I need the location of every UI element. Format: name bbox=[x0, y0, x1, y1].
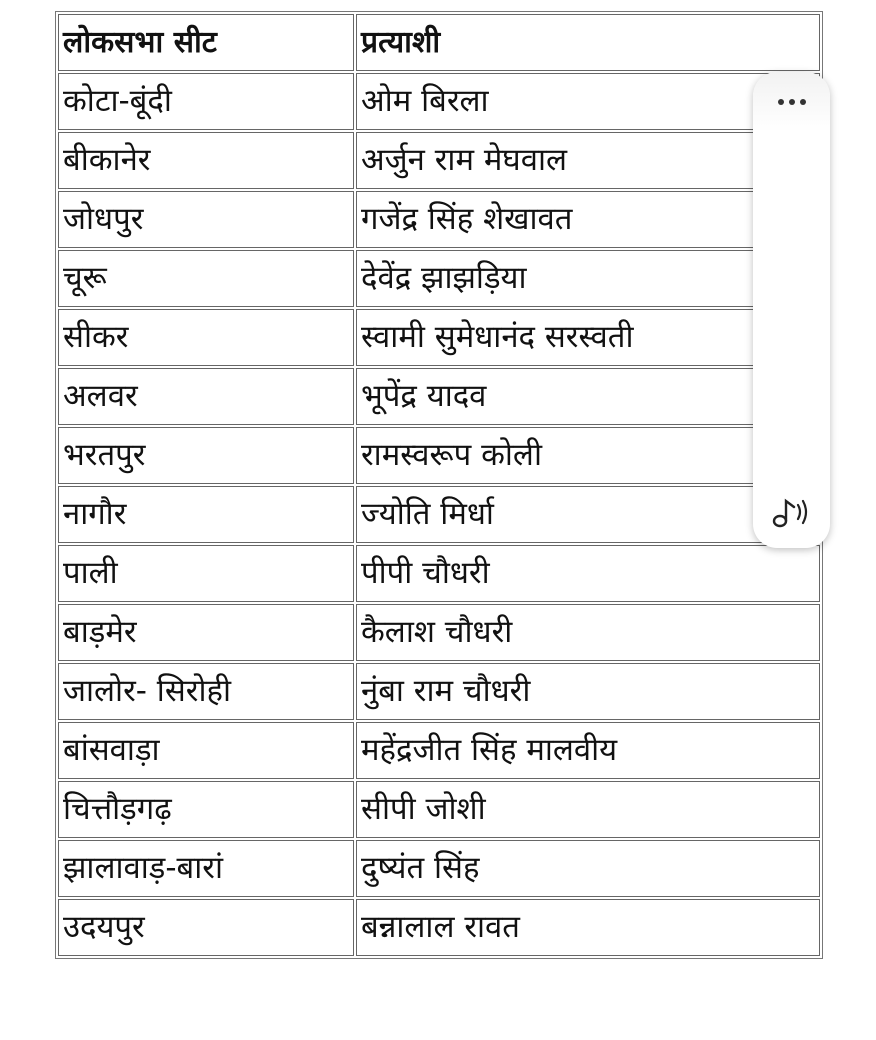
candidate-cell: स्वामी सुमेधानंद सरस्वती bbox=[356, 309, 820, 366]
seat-cell: बीकानेर bbox=[58, 132, 354, 189]
seat-cell: चित्तौड़गढ़ bbox=[58, 781, 354, 838]
seat-cell: झालावाड़-बारां bbox=[58, 840, 354, 897]
table-row bbox=[58, 250, 820, 307]
read-aloud-button[interactable] bbox=[753, 478, 830, 548]
table-row bbox=[58, 663, 820, 720]
seat-cell: जोधपुर bbox=[58, 191, 354, 248]
table-row bbox=[58, 899, 820, 956]
more-options-icon bbox=[778, 99, 806, 105]
seat-cell: पाली bbox=[58, 545, 354, 602]
table-row bbox=[58, 368, 820, 425]
header-candidate: प्रत्याशी bbox=[356, 14, 820, 71]
candidate-cell: गजेंद्र सिंह शेखावत bbox=[356, 191, 820, 248]
table-row bbox=[58, 191, 820, 248]
seat-cell: उदयपुर bbox=[58, 899, 354, 956]
seat-cell: भरतपुर bbox=[58, 427, 354, 484]
candidate-cell: देवेंद्र झाझड़िया bbox=[356, 250, 820, 307]
table-row bbox=[58, 604, 820, 661]
seat-cell: चूरू bbox=[58, 250, 354, 307]
header-seat: लोकसभा सीट bbox=[58, 14, 354, 71]
table-row bbox=[58, 781, 820, 838]
table-row bbox=[58, 722, 820, 779]
table-row bbox=[58, 840, 820, 897]
candidate-cell: कैलाश चौधरी bbox=[356, 604, 820, 661]
table-row bbox=[58, 486, 820, 543]
table-row bbox=[58, 545, 820, 602]
seat-cell: कोटा-बूंदी bbox=[58, 73, 354, 130]
candidate-table-container bbox=[55, 11, 823, 959]
candidate-table bbox=[55, 11, 823, 959]
table-row bbox=[58, 309, 820, 366]
read-aloud-icon bbox=[770, 495, 814, 531]
candidate-cell: बन्नालाल रावत bbox=[356, 899, 820, 956]
more-options-button[interactable] bbox=[753, 72, 830, 132]
seat-cell: नागौर bbox=[58, 486, 354, 543]
table-row bbox=[58, 73, 820, 130]
table-row bbox=[58, 132, 820, 189]
candidate-cell: ज्योति मिर्धा bbox=[356, 486, 820, 543]
seat-cell: सीकर bbox=[58, 309, 354, 366]
candidate-cell: ओम बिरला bbox=[356, 73, 820, 130]
seat-cell: बांसवाड़ा bbox=[58, 722, 354, 779]
seat-cell: अलवर bbox=[58, 368, 354, 425]
floating-toolbar bbox=[753, 72, 830, 548]
candidate-cell: सीपी जोशी bbox=[356, 781, 820, 838]
candidate-cell: दुष्यंत सिंह bbox=[356, 840, 820, 897]
candidate-cell: नुंबा राम चौधरी bbox=[356, 663, 820, 720]
table-row bbox=[58, 427, 820, 484]
seat-cell: बाड़मेर bbox=[58, 604, 354, 661]
candidate-cell: अर्जुन राम मेघवाल bbox=[356, 132, 820, 189]
candidate-cell: रामस्वरूप कोली bbox=[356, 427, 820, 484]
table-body bbox=[58, 73, 820, 956]
seat-cell: जालोर- सिरोही bbox=[58, 663, 354, 720]
candidate-cell: महेंद्रजीत सिंह मालवीय bbox=[356, 722, 820, 779]
table-header-row bbox=[58, 14, 820, 71]
candidate-cell: पीपी चौधरी bbox=[356, 545, 820, 602]
candidate-cell: भूपेंद्र यादव bbox=[356, 368, 820, 425]
